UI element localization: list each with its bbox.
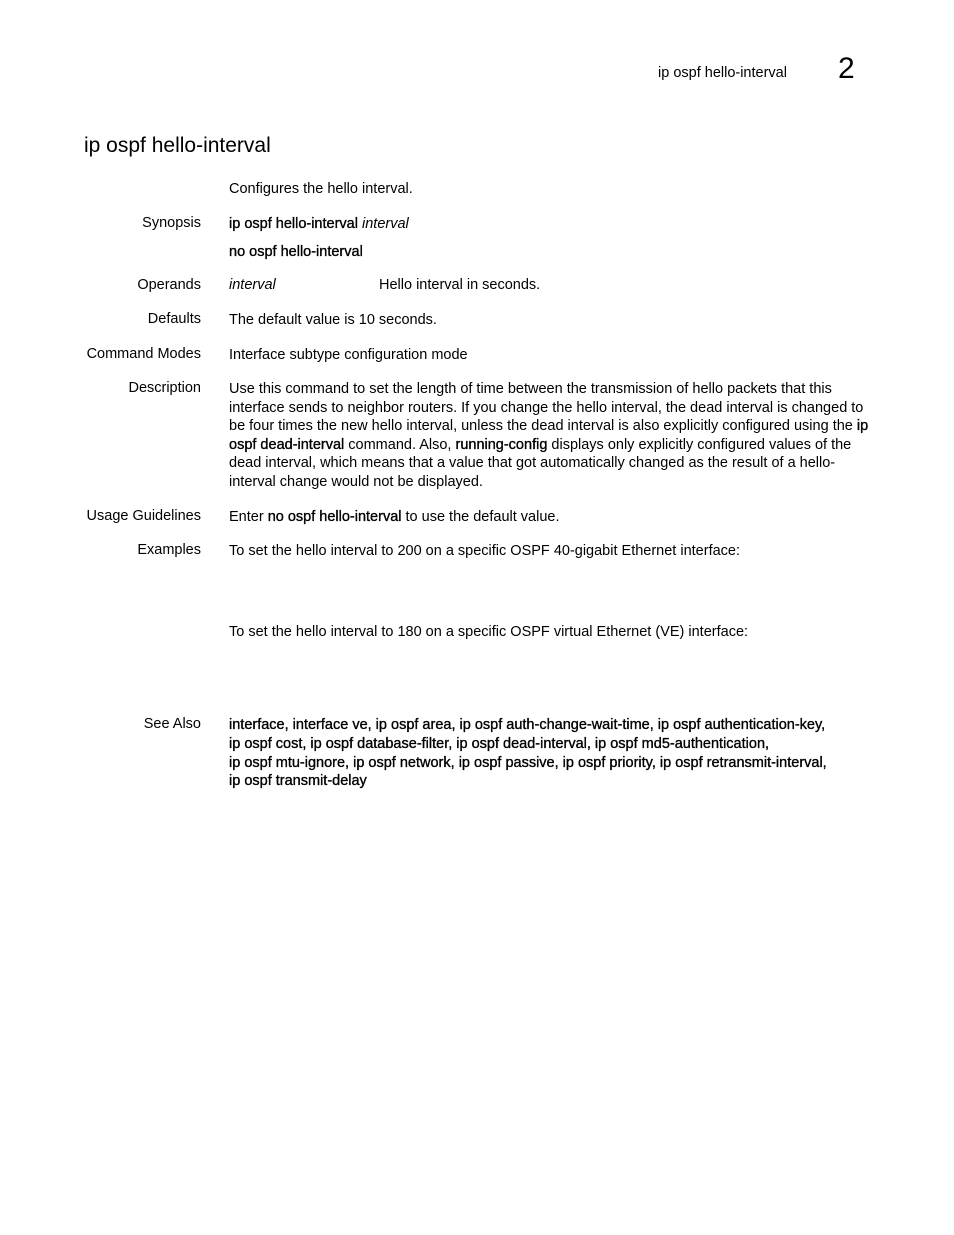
page-title: ip ospf hello-interval	[84, 134, 271, 157]
chapter-number: 2	[838, 52, 855, 85]
see-also-links	[229, 716, 869, 791]
see-also-label: See Also	[143, 716, 201, 732]
description-text	[229, 380, 869, 492]
example-1-text: To set the hello interval to 200 on a specific OSPF 40-gigabit Ethernet interface:	[229, 543, 741, 559]
operand-term: interval	[229, 277, 276, 293]
see-also-line-1[interactable]: interface, interface ve, ip ospf area, ip ospf auth-change-wait-time, ip ospf authentication-key,	[229, 717, 826, 733]
command-summary: Configures the hello interval.	[229, 181, 413, 197]
description-part-1: Use this command to set the length of time between the transmission of hello packets that this interface sends to neighbor routers. If you change the hello interval, the dead interval is changed to be four times the new hello interval, unless the dead interval is also explicitly configured using the	[229, 381, 864, 435]
synopsis-label: Synopsis	[142, 215, 201, 231]
defaults-label: Defaults	[147, 311, 201, 327]
example-2-text: To set the hello interval to 180 on a specific OSPF virtual Ethernet (VE) interface:	[229, 624, 749, 640]
synopsis-body	[229, 215, 869, 261]
examples-label: Examples	[137, 542, 201, 558]
defaults-text: The default value is 10 seconds.	[229, 312, 437, 328]
usage-command: no ospf hello-interval	[267, 509, 402, 525]
synopsis-line-1	[229, 215, 869, 234]
usage-guidelines-label: Usage Guidelines	[86, 508, 201, 524]
description-part-2: command. Also,	[344, 436, 456, 453]
running-header-title: ip ospf hello-interval	[658, 65, 787, 81]
operands-label: Operands	[137, 277, 201, 293]
see-also-line-3[interactable]: ip ospf mtu-ignore, ip ospf network, ip ospf passive, ip ospf priority, ip ospf retransmit-interval,	[229, 754, 827, 771]
operand-description: Hello interval in seconds.	[379, 277, 541, 293]
command-modes-label: Command Modes	[86, 346, 201, 362]
see-also-line-2[interactable]: ip ospf cost, ip ospf database-filter, ip ospf dead-interval, ip ospf md5-authentication,	[229, 735, 770, 752]
description-running-config: running-config	[455, 436, 548, 453]
description-label: Description	[128, 380, 201, 396]
synopsis-line-2: no ospf hello-interval	[229, 243, 363, 260]
command-modes-text: Interface subtype configuration mode	[229, 347, 468, 363]
synopsis-command: ip ospf hello-interval	[229, 216, 358, 232]
see-also-line-4[interactable]: ip ospf transmit-delay	[229, 773, 367, 790]
usage-pre: Enter	[229, 509, 268, 525]
description-part-3: displays only explicitly configured values of the dead interval, which means that a value that got automatically changed as the result of a hello-interval change would not be displayed.	[229, 436, 852, 490]
usage-post: to use the default value.	[401, 509, 560, 525]
synopsis-argument: interval	[362, 216, 409, 232]
description-command-ref: ip ospf dead-interval	[229, 418, 869, 453]
usage-guidelines-text	[229, 508, 869, 527]
